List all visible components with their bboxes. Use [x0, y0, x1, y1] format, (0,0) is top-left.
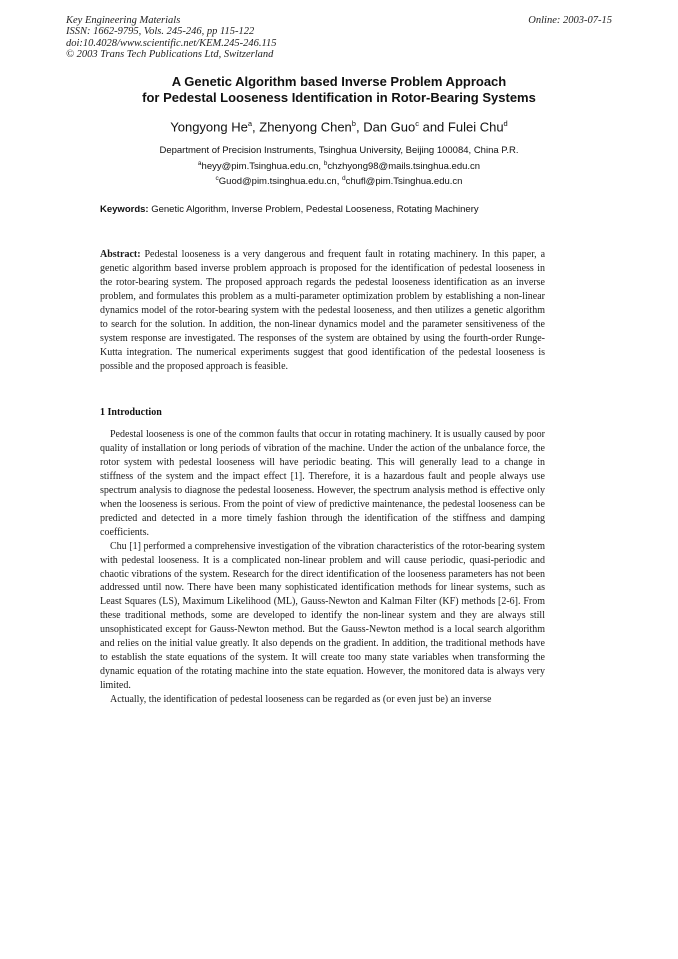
author-name: Dan Guo: [363, 119, 416, 135]
journal-name: Key Engineering Materials: [66, 15, 181, 26]
keywords-label: Keywords:: [100, 204, 149, 215]
intro-paragraph: Chu [1] performed a comprehensive investigation of the vibration characteristics of the rotor-bearing system with pedestal looseness. It is a complicated non-linear problem and will cause periodic, quasi-periodic and chaotic vibrations of the system. Research for the direct identification of the looseness parameters has not been addressed until now. There have been many sophisticated identification methods for linear systems, such as Least Squares (LS), Maximum Likelihood (ML), Gauss-Newton and Kalman Filter (KF) methods [2-6]. From these traditional methods, some are developed to identify the non-linear system and they are always still unsophisticated except for Gauss-Newton method. But the Gauss-Newton method is a local search algorithm and relies on the initial value greatly. It also depends on the gradient. In addition, the traditional methods have to establish the state equations of the system. It will create too many state variables when transforming the dynamic equation of the rotating machine into the state equation. However, the monitored data is always very limited.: [100, 540, 545, 692]
email-b[interactable]: chzhyong98@mails.tsinghua.edu.cn: [327, 160, 481, 172]
abstract-paragraph: [100, 248, 545, 374]
doi-line: doi:10.4028/www.scientific.net/KEM.245-246.115: [66, 37, 277, 49]
author-mark: a: [247, 119, 253, 128]
title-line-1: A Genetic Algorithm based Inverse Problem Approach: [171, 74, 507, 89]
author-separator: and: [418, 119, 448, 135]
author-mark: b: [323, 159, 328, 167]
online-date: Online: 2003-07-15: [528, 15, 612, 26]
email-d[interactable]: chufl@pim.Tsinghua.edu.cn: [345, 176, 463, 188]
keywords: [100, 204, 479, 215]
email-line-1: $^a$heyy@pim.Tsinghua.edu.cn, $^b$chzhyong98@mails.tsinghua.edu.cn: [197, 159, 481, 172]
author-mark: c: [415, 119, 419, 128]
section-heading: 1 Introduction: [100, 407, 162, 418]
author-name: Yongyong He: [170, 119, 248, 135]
author-separator: ,: [355, 119, 364, 135]
author-name: Zhenyong Chen: [259, 119, 352, 135]
abstract-text: Pedestal looseness is a very dangerous and frequent fault in rotating machinery. In this paper, a genetic algorithm based inverse problem approach is proposed for the identification of pedestal looseness in the rotor-bearing system. The proposed approach regards the pedestal looseness identification as an inverse problem, and formulates this problem as a multi-parameter optimization problem by establishing a non-linear dynamics model of the rotor-bearing system with the pedestal looseness, and then utilizes a genetic algorithm to search for the solution. In addition, the non-linear dynamics model and the parameter sensitiveness of the system response are investigated. The responses of the system are obtained by using the fourth-order Runge-Kutta integration. The numerical experiments suggest that good identification of the pedestal looseness is possible and the proposed approach is feasible.: [100, 249, 546, 372]
department: Department of Precision Instruments, Tsinghua University, Beijing 100084, China P.R.: [159, 145, 519, 156]
author-list: [60, 119, 618, 134]
title-line-2: for Pedestal Looseness Identification in Rotor-Bearing Systems: [142, 90, 536, 105]
issn-line: ISSN: 1662-9795, Vols. 245-246, pp 115-122: [66, 26, 255, 38]
email-a[interactable]: heyy@pim.Tsinghua.edu.cn: [201, 160, 319, 172]
abstract: [100, 248, 545, 374]
author-mark: a: [197, 159, 202, 167]
email-c[interactable]: Guod@pim.tsinghua.edu.cn: [218, 176, 337, 188]
introduction-body: [100, 428, 545, 707]
keywords-text: Genetic Algorithm, Inverse Problem, Pedestal Looseness, Rotating Machinery: [151, 204, 479, 215]
author-name: Fulei Chu: [447, 119, 504, 135]
author-mark: d: [503, 119, 508, 128]
paper-title: [60, 74, 618, 106]
author-separator: ,: [252, 119, 260, 135]
journal-header: [66, 15, 276, 60]
abstract-label: Abstract:: [100, 249, 141, 260]
intro-paragraph: Pedestal looseness is one of the common faults that occur in rotating machinery. It is usually caused by poor quality of installation or long periods of vibration of the machine. Under the action of the unbalance force, the rotor system with pedestal looseness will have periodic beating. This will generally lead to a change in stiffness of the system and the impact effect [1]. Therefore, it is a hazardous fault and people always use spectrum analysis to diagnose the pedestal looseness. However, the spectrum analysis method is effective only when the looseness is serious. From the point of view of predictive maintenance, the pedestal looseness can be predicted and detected in a more timely fashion through the identification of the stiffness and damping coefficients.: [100, 429, 545, 538]
email-line-2: $^c$Guod@pim.tsinghua.edu.cn, $^d$chufl@pim.Tsinghua.edu.cn: [215, 175, 463, 188]
author-mark: c: [215, 175, 219, 183]
affiliation: [60, 145, 618, 189]
author-mark: b: [351, 119, 356, 128]
author-mark: d: [341, 175, 346, 183]
copyright-line: © 2003 Trans Tech Publications Ltd, Switzerland: [66, 48, 274, 60]
intro-paragraph: Actually, the identification of pedestal looseness can be regarded as (or even just be) an inverse: [110, 694, 492, 706]
